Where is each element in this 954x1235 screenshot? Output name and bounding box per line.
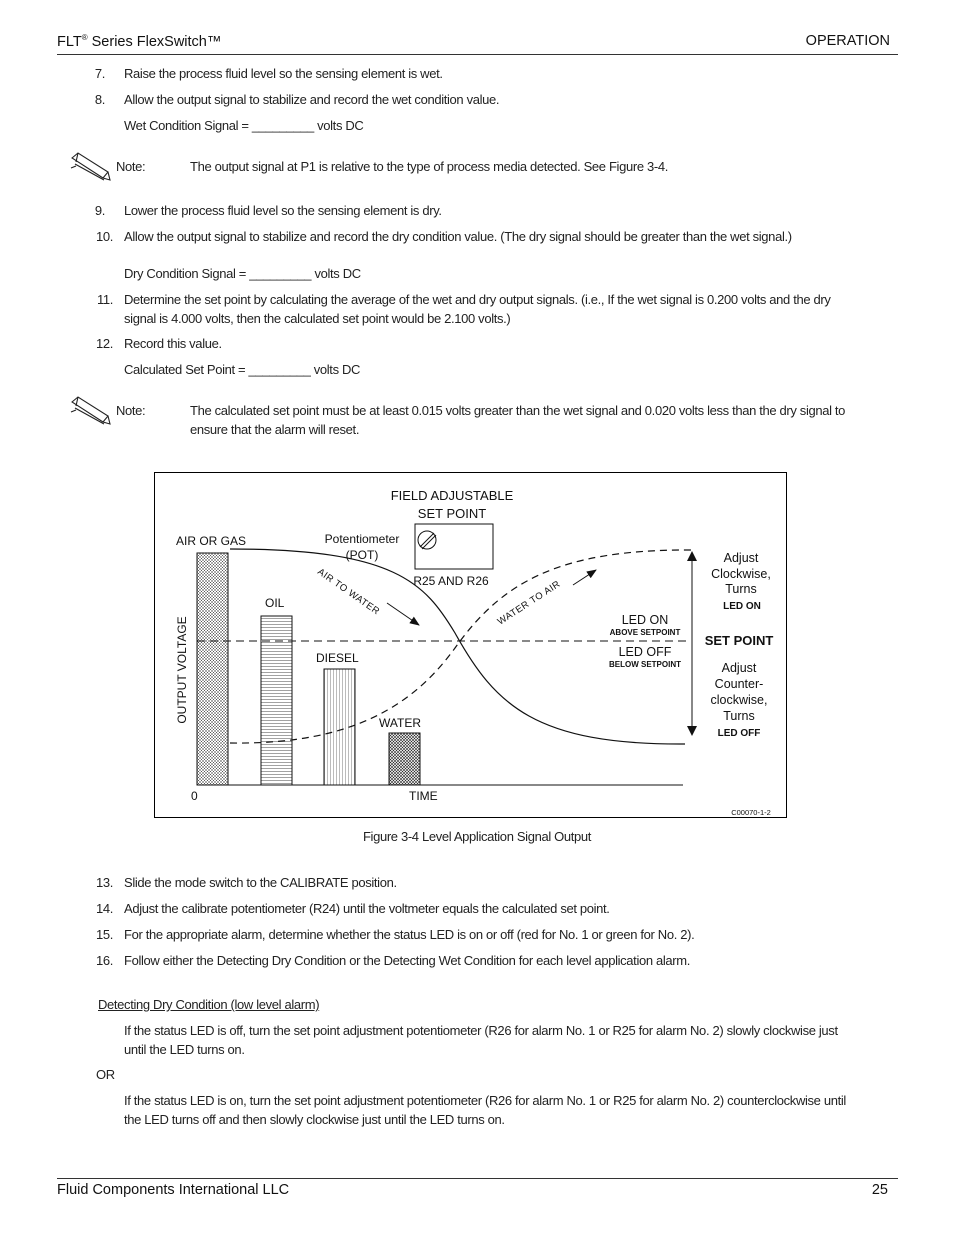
below-setpoint-label: BELOW SETPOINT — [609, 660, 681, 669]
adjust-up-arrowhead — [687, 551, 697, 561]
r25-r26-label: R25 AND R26 — [413, 574, 489, 588]
footer-company: Fluid Components International LLC — [57, 1182, 290, 1198]
step-number: 11. — [96, 292, 113, 307]
or-separator: OR — [96, 1067, 115, 1082]
dry-paragraph-1-cont: until the LED turns on. — [124, 1042, 245, 1057]
adjust-clockwise-line3: Turns — [725, 582, 757, 596]
air-to-water-label: AIR TO WATER — [315, 566, 382, 618]
step-text: For the appropriate alarm, determine whether the status LED is on or off (red for No. 1 or green for No. 2). — [124, 927, 695, 942]
dry-condition-heading: Detecting Dry Condition (low level alarm) — [98, 997, 320, 1012]
adjust-ccw-line1: Adjust — [721, 661, 757, 675]
adjust-ccw-line4: Turns — [723, 709, 755, 723]
step-number: 14. — [95, 901, 113, 916]
note-text: The output signal at P1 is relative to the type of process media detected. See Figure 3-4. — [190, 159, 668, 174]
adjust-ccw-line2: Counter- — [714, 677, 764, 691]
step-number: 10. — [95, 229, 113, 244]
diesel-label: DIESEL — [316, 651, 359, 665]
title-main: FLT — [57, 33, 82, 50]
note-label: Note: — [116, 159, 146, 174]
led-on-label: LED ON — [621, 613, 669, 627]
registered-mark: ® — [81, 33, 88, 42]
calculated-set-point: Calculated Set Point = _________ volts DC — [124, 362, 361, 377]
dry-paragraph-2-cont: the LED turns off and then slowly clockwise just until the LED turns on. — [124, 1112, 505, 1127]
signal-diagram — [155, 473, 788, 819]
step-text: Allow the output signal to stabilize and record the wet condition value. — [124, 92, 500, 107]
oil-label: OIL — [265, 596, 285, 610]
pot-label: (POT) — [345, 548, 379, 562]
step-text: Allow the output signal to stabilize and record the dry condition value. (The dry signal should be greater than the wet signal.) — [124, 229, 792, 244]
header-rule — [57, 54, 898, 55]
step-text: Slide the mode switch to the CALIBRATE position. — [124, 875, 397, 890]
potentiometer-label: Potentiometer — [324, 532, 400, 546]
running-header-title — [57, 33, 221, 50]
above-setpoint-label: ABOVE SETPOINT — [609, 628, 681, 637]
step-number: 9. — [94, 203, 105, 218]
step-text: Determine the set point by calculating the average of the wet and dry output signals. (i.e., If the wet signal is 0.200 volts and the dry — [124, 292, 831, 307]
time-label: TIME — [409, 789, 438, 803]
figure-level-signal-output — [154, 472, 787, 818]
field-adjustable-label: FIELD ADJUSTABLE — [390, 488, 514, 503]
water-to-air-label: WATER TO AIR — [495, 578, 563, 628]
figure-caption: Figure 3-4 Level Application Signal Output — [362, 829, 592, 844]
wet-condition-signal: Wet Condition Signal = _________ volts DC — [124, 118, 364, 133]
page-number: 25 — [871, 1182, 888, 1198]
adjust-ccw-line3: clockwise, — [710, 693, 768, 707]
water-label: WATER — [379, 716, 421, 730]
dry-condition-signal: Dry Condition Signal = _________ volts DC — [124, 266, 361, 281]
step-text: Raise the process fluid level so the sensing element is wet. — [124, 66, 443, 81]
adjust-clockwise-line2: Clockwise, — [711, 567, 771, 581]
step-number: 13. — [95, 875, 113, 890]
set-point-label: SET POINT — [704, 633, 774, 648]
led-on-small-label: LED ON — [723, 601, 761, 612]
dry-paragraph-2: If the status LED is on, turn the set point adjustment potentiometer (R26 for alarm No. 1 or R25 for alarm No. 2) counterclockwise until — [124, 1093, 846, 1108]
pencil-note-icon — [70, 394, 112, 431]
title-rest: Series FlexSwitch™ — [87, 33, 222, 50]
led-off-small-label: LED OFF — [717, 728, 761, 739]
step-text: Record this value. — [124, 336, 222, 351]
air-or-gas-label: AIR OR GAS — [176, 534, 247, 548]
step-text: Adjust the calibrate potentiometer (R24) until the voltmeter equals the calculated set point. — [124, 901, 610, 916]
output-voltage-label: OUTPUT VOLTAGE — [175, 616, 189, 724]
step-number: 8. — [94, 92, 105, 107]
set-point-label-top: SET POINT — [417, 506, 487, 521]
footer-rule — [57, 1178, 898, 1179]
led-off-label: LED OFF — [618, 645, 672, 659]
note-label: Note: — [116, 403, 146, 418]
step-text: Lower the process fluid level so the sensing element is dry. — [124, 203, 442, 218]
step-text: Follow either the Detecting Dry Condition or the Detecting Wet Condition for each level application alarm. — [124, 953, 691, 968]
step-text-cont: signal is 4.000 volts, then the calculated set point would be 2.100 volts.) — [124, 311, 511, 326]
adjust-down-arrowhead — [687, 726, 697, 736]
bar-water — [389, 733, 420, 785]
step-number: 15. — [95, 927, 113, 942]
step-number: 7. — [94, 66, 105, 81]
note-text-cont: ensure that the alarm will reset. — [190, 422, 360, 437]
dry-paragraph-1: If the status LED is off, turn the set point adjustment potentiometer (R26 for alarm No. 1 or R25 for alarm No. 2) slowly clockwise just — [124, 1023, 838, 1038]
pencil-note-icon — [70, 150, 112, 187]
water-to-air-arrow — [573, 570, 596, 585]
air-to-water-arrow — [387, 603, 419, 625]
note-text: The calculated set point must be at least 0.015 volts greater than the wet signal and 0.020 volts less than the dry signal to — [190, 403, 846, 418]
adjust-clockwise-line1: Adjust — [723, 551, 759, 565]
step-number: 16. — [95, 953, 113, 968]
origin-label: 0 — [191, 789, 198, 803]
figure-code: C00070-1-2 — [731, 808, 771, 817]
running-header-section: OPERATION — [805, 33, 890, 49]
bar-air-or-gas — [197, 553, 228, 785]
step-number: 12. — [95, 336, 113, 351]
